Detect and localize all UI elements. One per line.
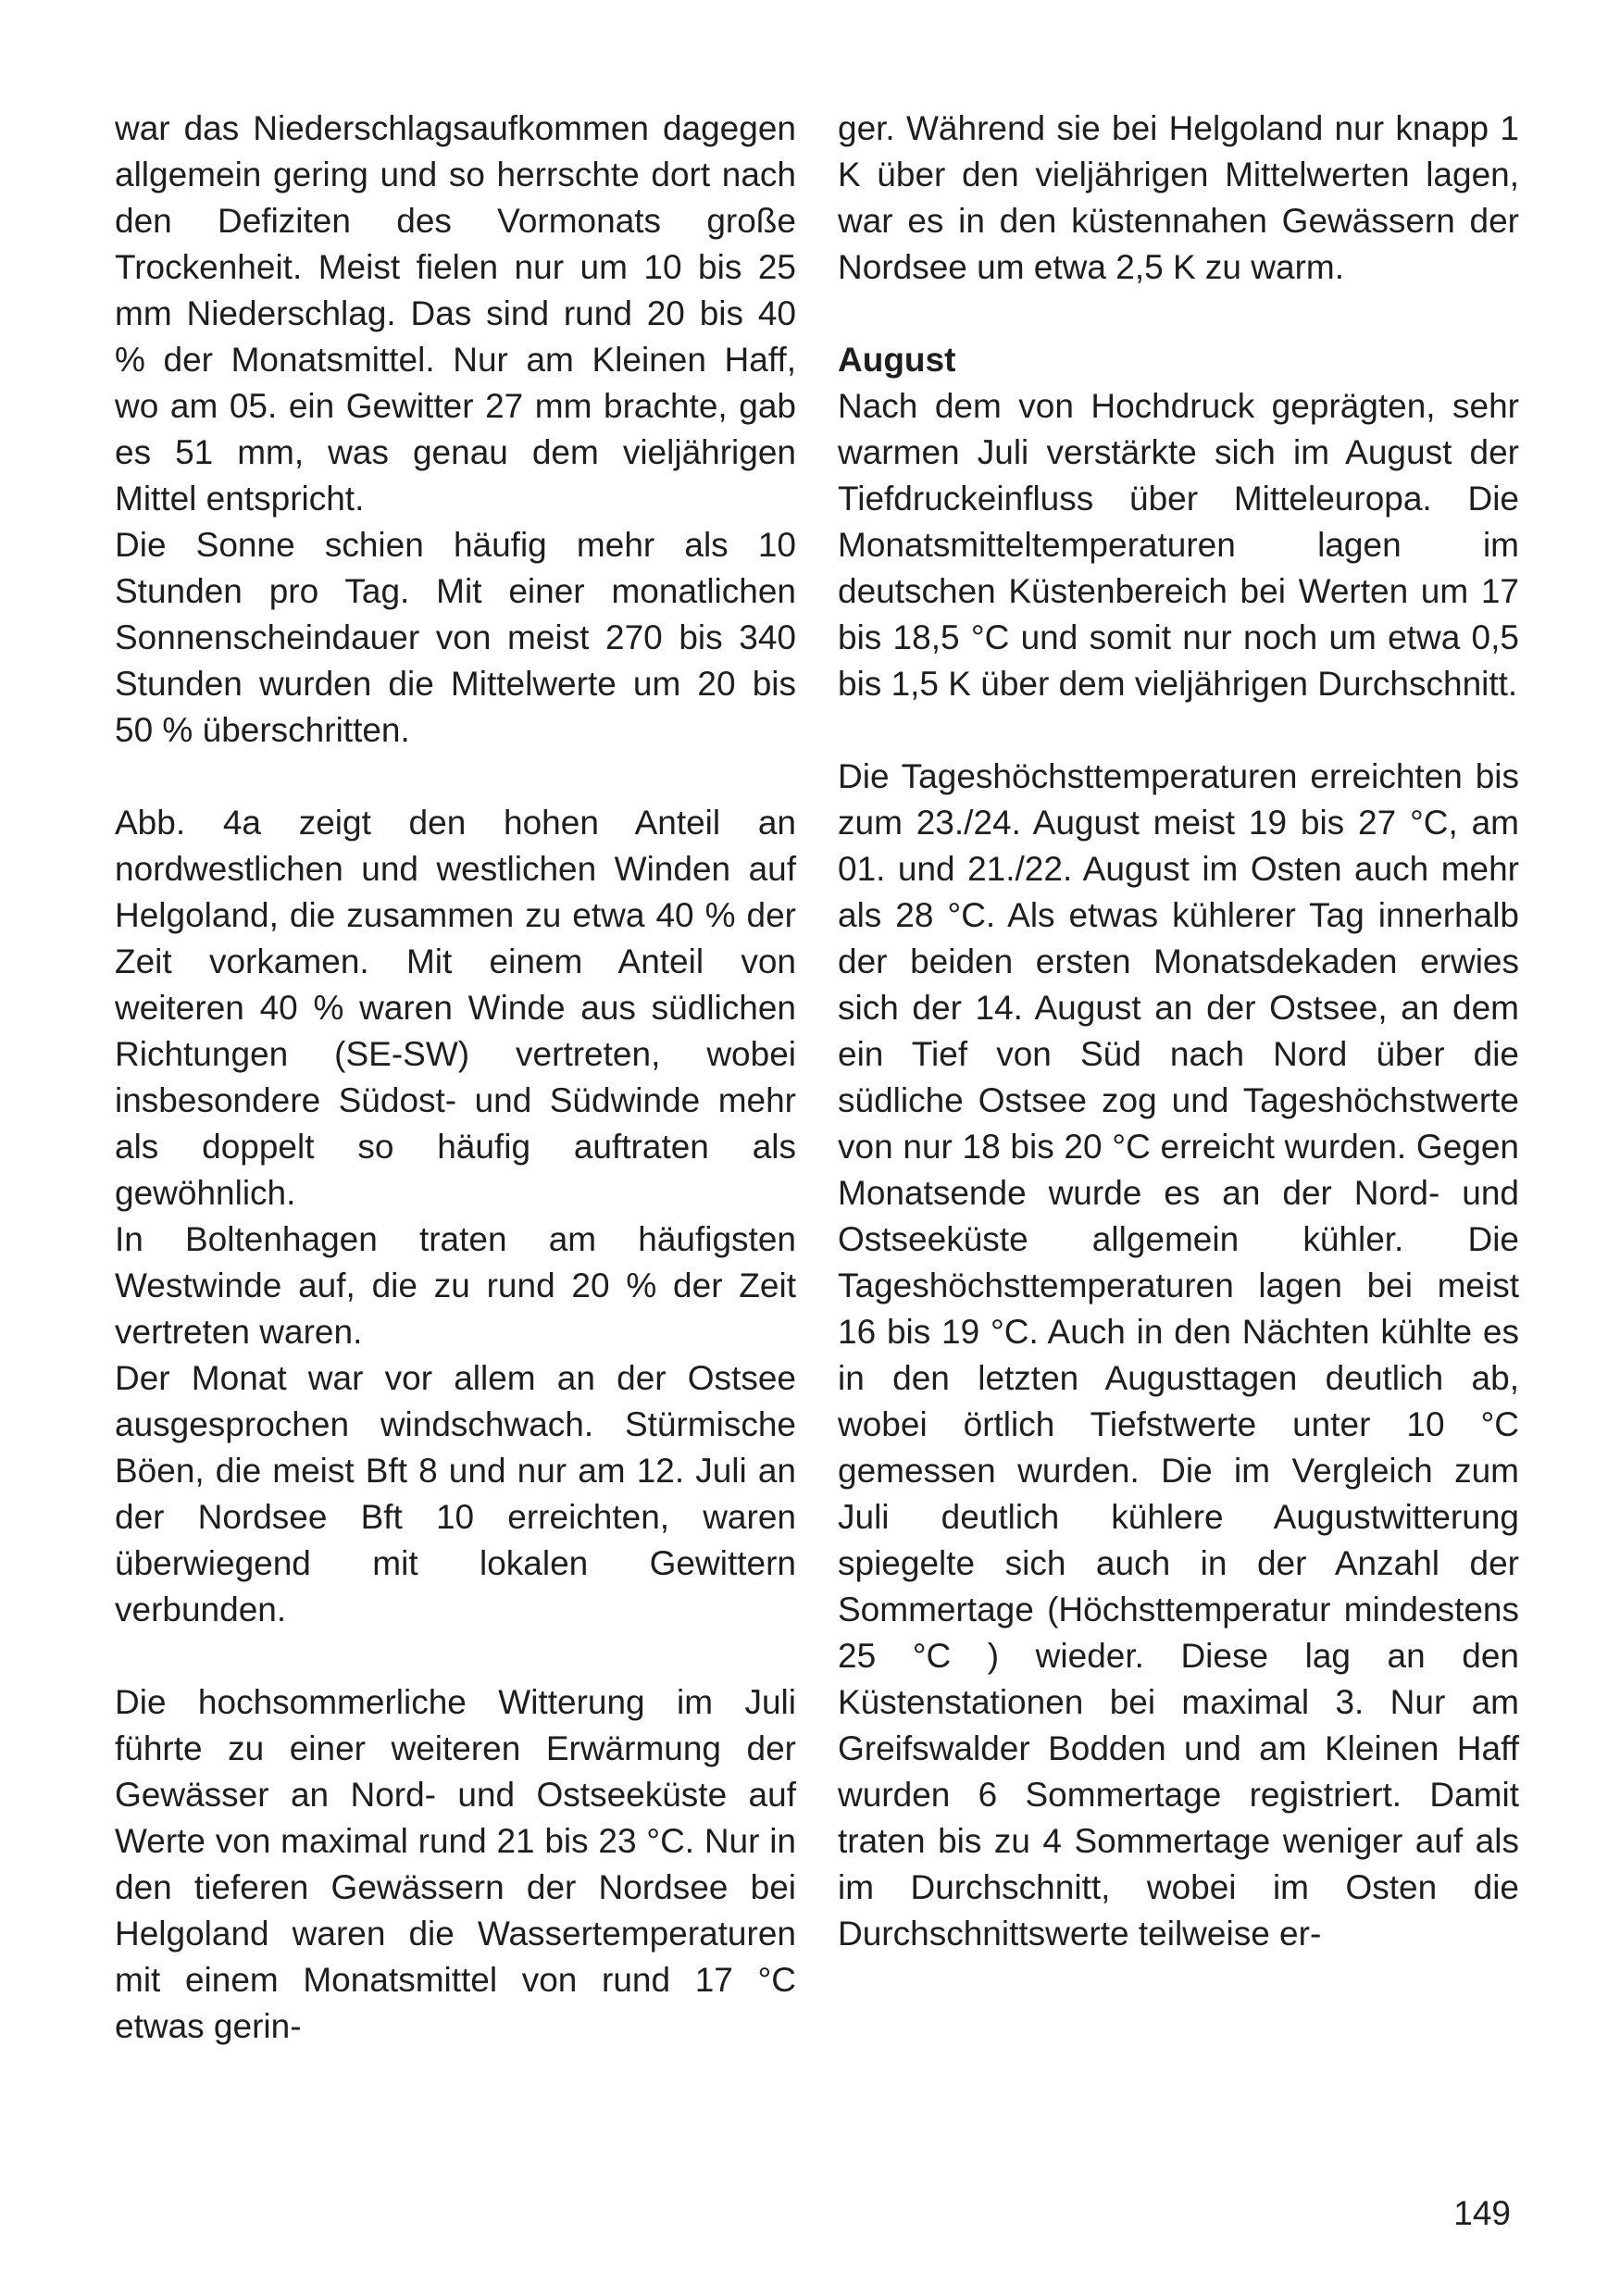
- paragraph-water-temperature-continued: ger. Während sie bei Helgoland nur knapp 1 K über den vieljährigen Mittelwerten lagen, war es in den küstennahen Gewässern der Nordsee um etwa 2,5 K zu warm.: [838, 109, 1519, 286]
- page-number: 149: [1453, 2194, 1511, 2232]
- paragraph-wind-gusts: Der Monat war vor allem an der Ostsee ausgesprochen windschwach. Stürmische Böen, die meist Bft 8 und nur am 12. Juli an der Nordsee Bft 10 erreichten, waren überwiegend mit lokalen Gewittern verbunden.: [115, 1359, 796, 1628]
- paragraph-august-temperatures: Die Tageshöchsttemperaturen erreichten bis zum 23./24. August meist 19 bis 27 °C, am 01. und 21./22. August im Osten auch mehr als 28 °C. Als etwas kühlerer Tag innerhalb der beiden ersten Monatsdekaden erwies sich der 14. August an der Ostsee, an dem ein Tief von Süd nach Nord über die südliche Ostsee zog und Tageshöchstwerte von nur 18 bis 20 °C erreicht wurden. Gegen Monatsende wurde es an der Nord- und Ostseeküste allgemein kühler. Die Tageshöchsttemperaturen lagen bei meist 16 bis 19 °C. Auch in den Nächten kühlte es in den letzten Augusttagen deutlich ab, wobei örtlich Tiefstwerte unter 10 °C gemessen wurden. Die im Vergleich zum Juli deutlich kühlere Augustwitterung spiegelte sich auch in der Anzahl der Sommertage (Höchsttemperatur mindestens 25 °C ) wieder. Diese lag an den Küstenstationen bei maximal 3. Nur am Greifswalder Bodden und am Kleinen Haff wurden 6 Sommertage registriert. Damit traten bis zu 4 Sommertage weniger auf als im Durchschnitt, wobei im Osten die Durchschnittswerte teilweise er-: [838, 757, 1519, 1953]
- paragraph-wind-helgoland: Abb. 4a zeigt den hohen Anteil an nordwestlichen und westlichen Winden auf Helgoland, die zusammen zu etwa 40 % der Zeit vorkamen. Mit einem Anteil von weiteren 40 % waren Winde aus südlichen Richtungen (SE-SW) vertreten, wobei insbesondere Südost- und Südwinde mehr als doppelt so häufig auftraten als gewöhnlich.: [115, 804, 796, 1212]
- section-heading-august: August: [838, 341, 956, 379]
- paragraph-water-temperature: Die hochsommerliche Witterung im Juli führte zu einer weiteren Erwärmung der Gewässer an Nord- und Ostseeküste auf Werte von maximal rund 21 bis 23 °C. Nur in den tieferen Gewässern der Nordsee bei Helgoland waren die Wassertemperaturen mit einem Monatsmittel von rund 17 °C etwas gerin-: [115, 1683, 796, 2045]
- left-column: [115, 106, 796, 2050]
- paragraph-precipitation: war das Niederschlagsaufkommen dagegen allgemein gering und so herrschte dort nach den Defiziten des Vormonats große Trockenheit. Meist fielen nur um 10 bis 25 mm Niederschlag. Das sind rund 20 bis 40 % der Monatsmittel. Nur am Kleinen Haff, wo am 05. ein Gewitter 27 mm brachte, gab es 51 mm, was genau dem vieljährigen Mittel entspricht.: [115, 109, 796, 518]
- paragraph-sunshine: Die Sonne schien häufig mehr als 10 Stunden pro Tag. Mit einer monatlichen Sonnenscheindauer von meist 270 bis 340 Stunden wurden die Mittelwerte um 20 bis 50 % überschritten.: [115, 526, 796, 749]
- right-column: [838, 106, 1519, 1957]
- paragraph-wind-boltenhagen: In Boltenhagen traten am häufigsten Westwinde auf, die zu rund 20 % der Zeit vertreten waren.: [115, 1220, 796, 1351]
- paragraph-august-overview: Nach dem von Hochdruck geprägten, sehr warmen Juli verstärkte sich im August der Tiefdruckeinfluss über Mitteleuropa. Die Monatsmitteltemperaturen lagen im deutschen Küstenbereich bei Werten um 17 bis 18,5 °C und somit nur noch um etwa 0,5 bis 1,5 K über dem vieljährigen Durchschnitt.: [838, 387, 1519, 703]
